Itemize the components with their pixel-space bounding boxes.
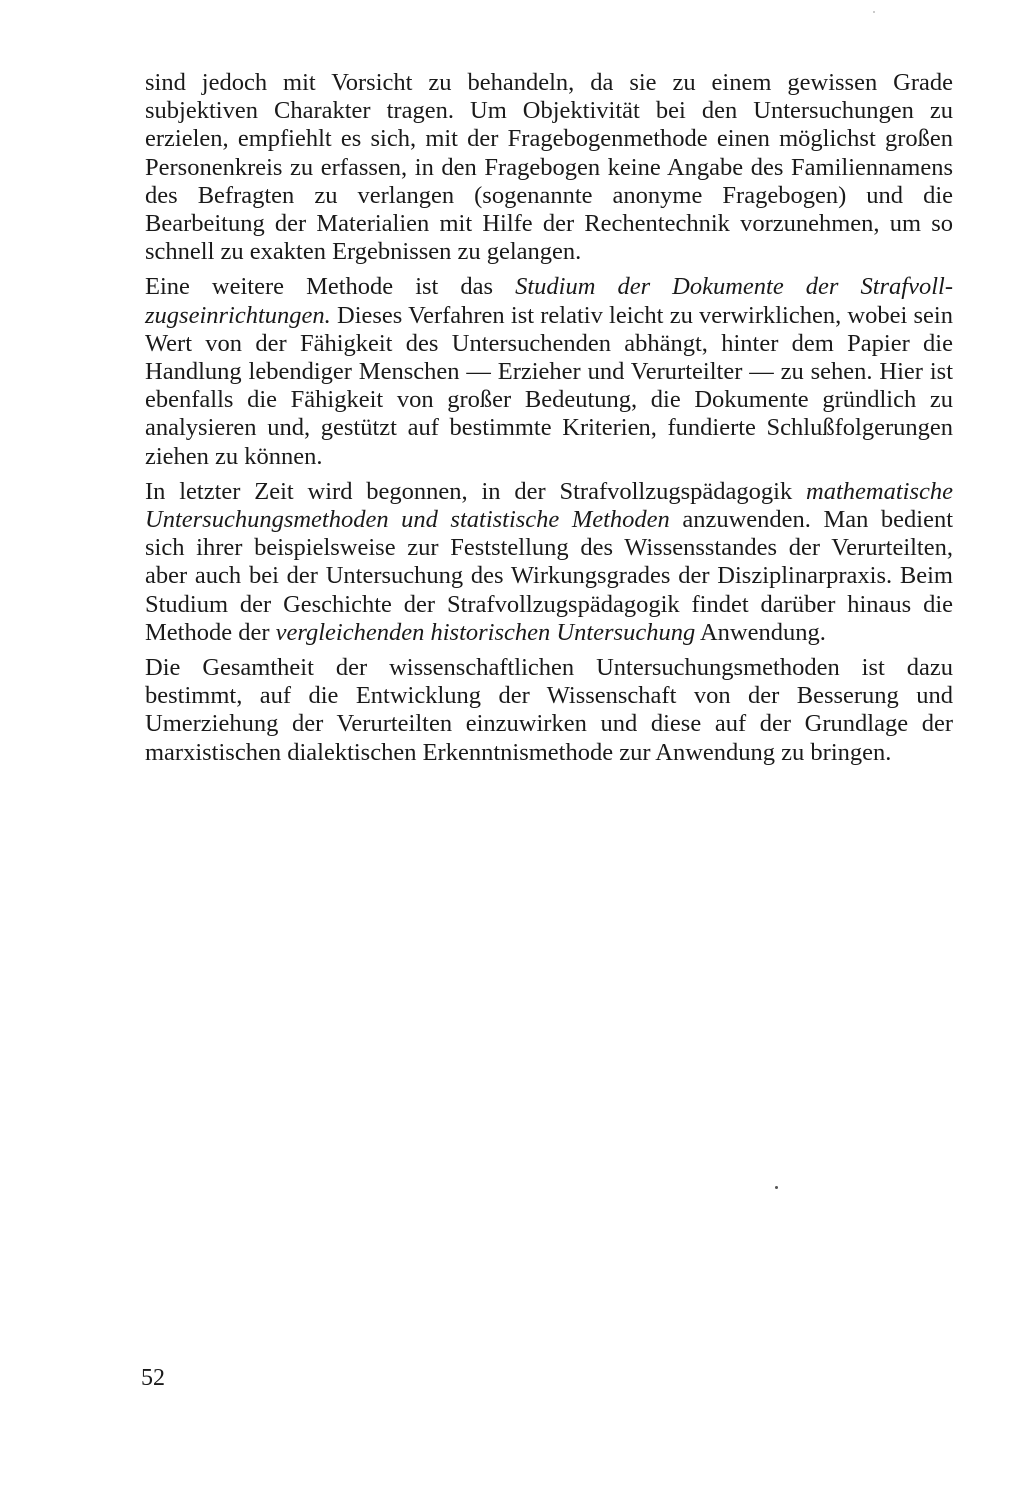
- paragraph-text: Anwendung.: [695, 618, 826, 646]
- paragraph-4: [145, 654, 953, 767]
- paper-speck: [873, 11, 875, 13]
- paper-speck: [775, 1186, 778, 1189]
- paragraph-text: sind jedoch mit Vorsicht zu behandeln, da sie zu einem gewissen Grade subjektiven Charakter tragen. Um Objektivität bei den Untersuchungen zu erzielen, empfiehlt es sich, mit der Fragebogenmethode einen möglichst großen Personenkreis zu erfassen, in den Fragebogen keine Angabe des Familiennamens des Befragten zu verlangen (sogenannte anonyme Fragebogen) und die Bearbeitung der Materialien mit Hilfe der Rechentechnik vorzunehmen, um so schnell zu exakten Ergebnissen zu gelangen.: [145, 69, 953, 266]
- paragraph-text: In letzter Zeit wird begonnen, in der Strafvollzugspädagogik: [145, 477, 807, 505]
- page-number: 52: [141, 1365, 165, 1391]
- body-text: [145, 69, 953, 774]
- paragraph-text: Eine weitere Methode ist das: [145, 273, 516, 301]
- paragraph-1: [145, 69, 953, 266]
- paragraph-text: Dieses Verfahren ist relativ leicht zu verwirklichen, wobei sein Wert von der Fähigkeit des Untersuchenden abhängt, hinter dem Papier die Handlung lebendiger Menschen — Erzieher und Verurteilter — zu sehen. Hier ist ebenfalls die Fähigkeit von großer Bedeutung, die Dokumente gründlich zu analysieren und, gestützt auf bestimmte Kriterien, fundierte Schlußfolgerungen ziehen zu können.: [145, 301, 953, 470]
- paragraph-3: [145, 478, 953, 647]
- paragraph-2: [145, 273, 953, 470]
- emphasized-term-document-study: Studium der Dokumente der Strafvollzugseinrichtungen.: [145, 273, 954, 329]
- emphasized-term-math-methods: mathematische Untersuchungsmethoden und statistische Methoden: [145, 477, 953, 534]
- paragraph-text: Die Gesamtheit der wissenschaftlichen Untersuchungsmethoden ist dazu bestimmt, auf die Entwicklung der Wissenschaft von der Besserung und Umerziehung der Verurteilten einzuwirken und diese auf der Grundlage der marxistischen dialektischen Erkenntnismethode zur Anwendung zu bringen.: [145, 654, 953, 766]
- paragraph-text: anzuwenden. Man bedient sich ihrer beispielsweise zur Feststellung des Wissensstandes der Verurteilten, aber auch bei der Untersuchung des Wirkungsgrades der Disziplinarpraxis. Beim Studium der Geschichte der Strafvollzugspädagogik findet darüber hinaus die Methode der: [145, 506, 954, 646]
- emphasized-term-historical-comparison: vergleichenden historischen Untersuchung: [275, 618, 696, 646]
